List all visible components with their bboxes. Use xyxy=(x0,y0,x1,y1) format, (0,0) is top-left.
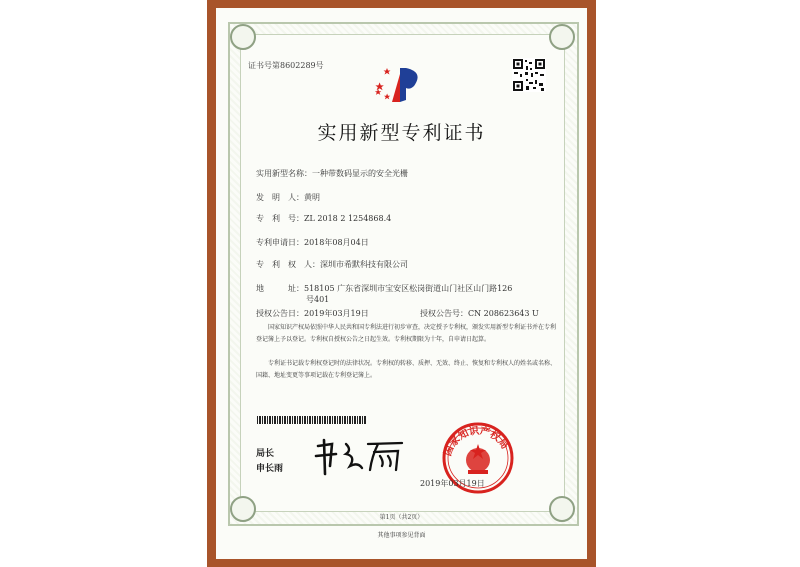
address-row xyxy=(256,283,512,294)
grant-number-label: 授权公告号： xyxy=(420,309,468,318)
page-number: 第1页（共2页） xyxy=(379,514,424,521)
handwritten-signature-icon xyxy=(312,436,406,476)
patentee-row xyxy=(256,259,408,270)
filing-date-label: 专利申请日： xyxy=(256,238,304,247)
certificate-number: 证书号第8602289号 xyxy=(248,61,324,70)
inventor-value: 黄明 xyxy=(304,193,320,202)
grant-statement-paragraph: 国家知识产权局依照中华人民共和国专利法进行初步审查，决定授予专利权，颁发实用新型专利证书并在专利登记簿上予以登记。专利权自授权公告之日起生效。专利权期限为十年，自申请日起算。 xyxy=(256,324,557,343)
utility-model-name-row xyxy=(256,168,408,179)
patent-number-label: 专 利 号： xyxy=(256,214,304,223)
patent-number-value: ZL 2018 2 1254868.4 xyxy=(304,214,392,223)
address-label: 地 址： xyxy=(256,284,304,293)
filing-date-row xyxy=(256,237,369,248)
patentee-label: 专 利 权 人： xyxy=(256,260,320,269)
grant-number-row xyxy=(420,308,539,319)
director-title: 局长 xyxy=(256,449,275,459)
seal-date: 2019年03月19日 xyxy=(420,479,485,488)
inventor-row xyxy=(256,192,320,203)
grant-number-value: CN 208623643 U xyxy=(468,309,539,318)
legal-status-paragraph: 专利证书记载专利权登记时的法律状况。专利权的转移、质押、无效、终止、恢复和专利权人的姓名或名称、国籍、地址变更等事项记载在专利登记簿上。 xyxy=(256,360,557,379)
patentee-value: 深圳市希默科技有限公司 xyxy=(320,260,408,269)
qr-code-icon xyxy=(512,58,546,92)
address-value-line2: 号401 xyxy=(306,295,330,304)
filing-date-value: 2018年08月04日 xyxy=(304,238,369,247)
address-value-line1: 518105 广东省深圳市宝安区松岗街道山门社区山门路126 xyxy=(304,284,513,293)
utility-model-name-label: 实用新型名称： xyxy=(256,169,312,178)
grant-date-value: 2019年03月19日 xyxy=(304,309,369,318)
seal-text: 国家知识产权局 xyxy=(442,425,511,458)
certificate-title: 实用新型专利证书 xyxy=(317,122,486,144)
footer-note: 其他事项参见背面 xyxy=(377,532,426,539)
patent-office-logo-icon xyxy=(370,62,426,108)
corner-ornament-icon xyxy=(549,24,575,50)
grant-date-label: 授权公告日： xyxy=(256,309,304,318)
utility-model-name-value: 一种带数码显示的安全光栅 xyxy=(312,169,408,178)
inventor-label: 发 明 人： xyxy=(256,193,304,202)
grant-date-row xyxy=(256,308,369,319)
corner-ornament-icon xyxy=(230,24,256,50)
director-name: 申长雨 xyxy=(256,464,284,474)
patent-number-row xyxy=(256,213,391,224)
barcode-icon xyxy=(257,416,367,424)
